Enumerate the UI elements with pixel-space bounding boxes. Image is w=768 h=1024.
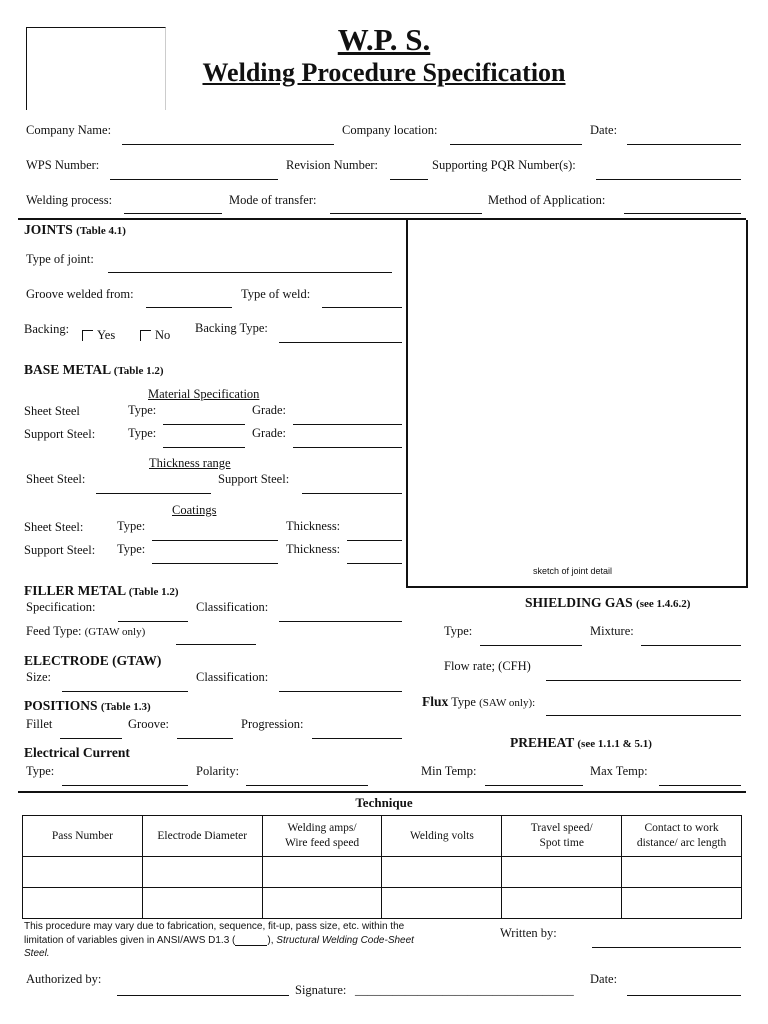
min-temp-field[interactable] (485, 785, 583, 786)
electrode-size-field[interactable] (62, 691, 188, 692)
type-of-joint-field[interactable] (108, 272, 392, 273)
max-temp-label: Max Temp: (590, 764, 648, 778)
flow-rate-label: Flow rate; (CFH) (444, 659, 531, 673)
thickness-range-heading: Thickness range (149, 456, 231, 470)
col-electrode-diameter: Electrode Diameter (142, 816, 262, 857)
type-of-weld-field[interactable] (322, 307, 402, 308)
flux-field[interactable] (546, 715, 741, 716)
flow-rate-field[interactable] (546, 680, 741, 681)
table-cell[interactable] (622, 857, 742, 888)
backing-type-label: Backing Type: (195, 321, 268, 335)
polarity-label: Polarity: (196, 764, 240, 778)
thickness-sheet-steel-field[interactable] (96, 493, 211, 494)
table-cell[interactable] (23, 888, 143, 919)
flux-label: Flux Type (SAW only): (422, 694, 536, 709)
progression-label: Progression: (241, 717, 304, 731)
procedure-note: This procedure may vary due to fabrication, sequence, fit-up, pass size, etc. within the limitation of variables given in ANSI/AWS D1.3 ( ), Structural Welding Code-Sheet Steel. (24, 921, 414, 959)
coatings-sheet-type-field[interactable] (152, 540, 278, 541)
authorized-by-label: Authorized by: (26, 972, 102, 986)
welding-process-label: Welding process: (26, 193, 113, 207)
max-temp-field[interactable] (659, 785, 741, 786)
progression-field[interactable] (312, 738, 402, 739)
mixture-field[interactable] (641, 645, 741, 646)
filler-metal-heading: FILLER METAL (Table 1.2) (24, 583, 179, 598)
filler-classification-field[interactable] (279, 621, 402, 622)
company-name-label: Company Name: (26, 123, 112, 137)
electrode-size-label: Size: (26, 670, 51, 684)
current-type-label: Type: (26, 764, 55, 778)
positions-heading: POSITIONS (Table 1.3) (24, 698, 151, 713)
table-cell[interactable] (382, 857, 502, 888)
electrode-heading: ELECTRODE (GTAW) (24, 653, 162, 668)
support-steel-grade-field[interactable] (293, 447, 402, 448)
support-steel-grade-label: Grade: (252, 426, 287, 440)
col-contact-distance: Contact to work distance/ arc length (622, 816, 742, 857)
wps-number-label: WPS Number: (26, 158, 100, 172)
coatings-support-steel-label: Support Steel: (24, 543, 96, 557)
technique-header-row (23, 816, 742, 857)
filler-classification-label: Classification: (196, 600, 269, 614)
feed-type-field[interactable] (176, 644, 256, 645)
table-cell[interactable] (502, 888, 622, 919)
date-field[interactable] (627, 144, 741, 145)
wps-number-field[interactable] (110, 179, 278, 180)
type-of-weld-label: Type of weld: (241, 287, 311, 301)
joint-sketch-box[interactable] (406, 220, 748, 588)
coatings-sheet-thickness-label: Thickness: (286, 519, 341, 533)
table-cell[interactable] (502, 857, 622, 888)
shielding-gas-heading: SHIELDING GAS (see 1.4.6.2) (525, 595, 691, 610)
written-by-label: Written by: (500, 926, 557, 940)
electrical-current-heading: Electrical Current (24, 745, 130, 760)
groove-welded-from-label: Groove welded from: (26, 287, 134, 301)
col-travel-speed: Travel speed/ Spot time (502, 816, 622, 857)
sheet-steel-type-field[interactable] (163, 424, 245, 425)
electrode-classification-field[interactable] (279, 691, 402, 692)
supporting-pqr-field[interactable] (596, 179, 741, 180)
table-cell[interactable] (262, 857, 382, 888)
filler-specification-label: Specification: (26, 600, 96, 614)
table-cell[interactable] (23, 857, 143, 888)
revision-number-field[interactable] (390, 179, 428, 180)
sketch-caption: sketch of joint detail (533, 566, 613, 576)
thickness-support-steel-label: Support Steel: (218, 472, 290, 486)
signature-label: Signature: (295, 983, 347, 997)
coatings-support-type-label: Type: (117, 542, 146, 556)
backing-yes-checkbox[interactable]: Yes (82, 328, 115, 343)
joints-heading: JOINTS (Table 4.1) (24, 222, 126, 237)
filler-specification-field[interactable] (118, 621, 188, 622)
col-welding-volts: Welding volts (382, 816, 502, 857)
feed-type-label: Feed Type: (GTAW only) (26, 624, 146, 638)
polarity-field[interactable] (246, 785, 368, 786)
page-subtitle: Welding Procedure Specification (202, 58, 566, 87)
support-steel-type-field[interactable] (163, 447, 245, 448)
type-of-joint-label: Type of joint: (26, 252, 94, 266)
sheet-steel-type-label: Type: (128, 403, 157, 417)
mixture-label: Mixture: (590, 624, 634, 638)
company-name-field[interactable] (122, 144, 334, 145)
date-label: Date: (590, 123, 618, 137)
thickness-sheet-steel-label: Sheet Steel: (26, 472, 86, 486)
thickness-support-steel-field[interactable] (302, 493, 402, 494)
mode-of-transfer-label: Mode of transfer: (229, 193, 317, 207)
page-title: W.P. S. (337, 22, 431, 57)
groove-label: Groove: (128, 717, 169, 731)
col-pass-number: Pass Number (23, 816, 143, 857)
coatings-sheet-steel-label: Sheet Steel: (24, 520, 84, 534)
coatings-support-thickness-label: Thickness: (286, 542, 341, 556)
company-location-field[interactable] (450, 144, 582, 145)
fillet-field[interactable] (60, 738, 122, 739)
coatings-sheet-type-label: Type: (117, 519, 146, 533)
method-of-application-label: Method of Application: (488, 193, 606, 207)
table-cell[interactable] (262, 888, 382, 919)
section-divider-bottom (18, 791, 746, 793)
support-steel-type-label: Type: (128, 426, 157, 440)
table-row[interactable] (23, 857, 742, 888)
sheet-steel-grade-label: Grade: (252, 403, 287, 417)
technique-table (22, 815, 742, 919)
authorized-by-field[interactable] (117, 995, 289, 996)
footer-date-field[interactable] (627, 995, 741, 996)
base-metal-heading: BASE METAL (Table 1.2) (24, 362, 164, 377)
col-welding-amps: Welding amps/ Wire feed speed (262, 816, 382, 857)
table-cell[interactable] (622, 888, 742, 919)
coatings-support-thickness-field[interactable] (347, 563, 402, 564)
table-row[interactable] (23, 888, 742, 919)
signature-field[interactable]: ___________________________________ (355, 983, 574, 997)
technique-heading: Technique (355, 795, 413, 810)
method-of-application-field[interactable] (624, 213, 741, 214)
min-temp-label: Min Temp: (421, 764, 477, 778)
preheat-heading: PREHEAT (see 1.1.1 & 5.1) (510, 735, 652, 750)
coatings-heading: Coatings (172, 503, 217, 517)
groove-welded-from-field[interactable] (146, 307, 232, 308)
written-by-field[interactable] (592, 947, 741, 948)
support-steel-label: Support Steel: (24, 427, 96, 441)
sheet-steel-label: Sheet Steel (24, 404, 80, 418)
backing-label: Backing: (24, 322, 70, 336)
footer-date-label: Date: (590, 972, 618, 986)
fillet-label: Fillet (26, 717, 53, 731)
coatings-sheet-thickness-field[interactable] (347, 540, 402, 541)
mode-of-transfer-field[interactable] (330, 213, 482, 214)
sheet-steel-grade-field[interactable] (293, 424, 402, 425)
gas-type-label: Type: (444, 624, 473, 638)
backing-type-field[interactable] (279, 342, 402, 343)
table-cell[interactable] (142, 857, 262, 888)
table-cell[interactable] (382, 888, 502, 919)
company-location-label: Company location: (342, 123, 438, 137)
coatings-support-type-field[interactable] (152, 563, 278, 564)
groove-field[interactable] (177, 738, 233, 739)
electrode-classification-label: Classification: (196, 670, 269, 684)
table-cell[interactable] (142, 888, 262, 919)
backing-no-checkbox[interactable]: No (140, 328, 170, 343)
supporting-pqr-label: Supporting PQR Number(s): (432, 158, 576, 172)
material-spec-heading: Material Specification (148, 387, 260, 401)
current-type-field[interactable] (62, 785, 188, 786)
welding-process-field[interactable] (124, 213, 222, 214)
revision-number-label: Revision Number: (286, 158, 379, 172)
gas-type-field[interactable] (480, 645, 582, 646)
